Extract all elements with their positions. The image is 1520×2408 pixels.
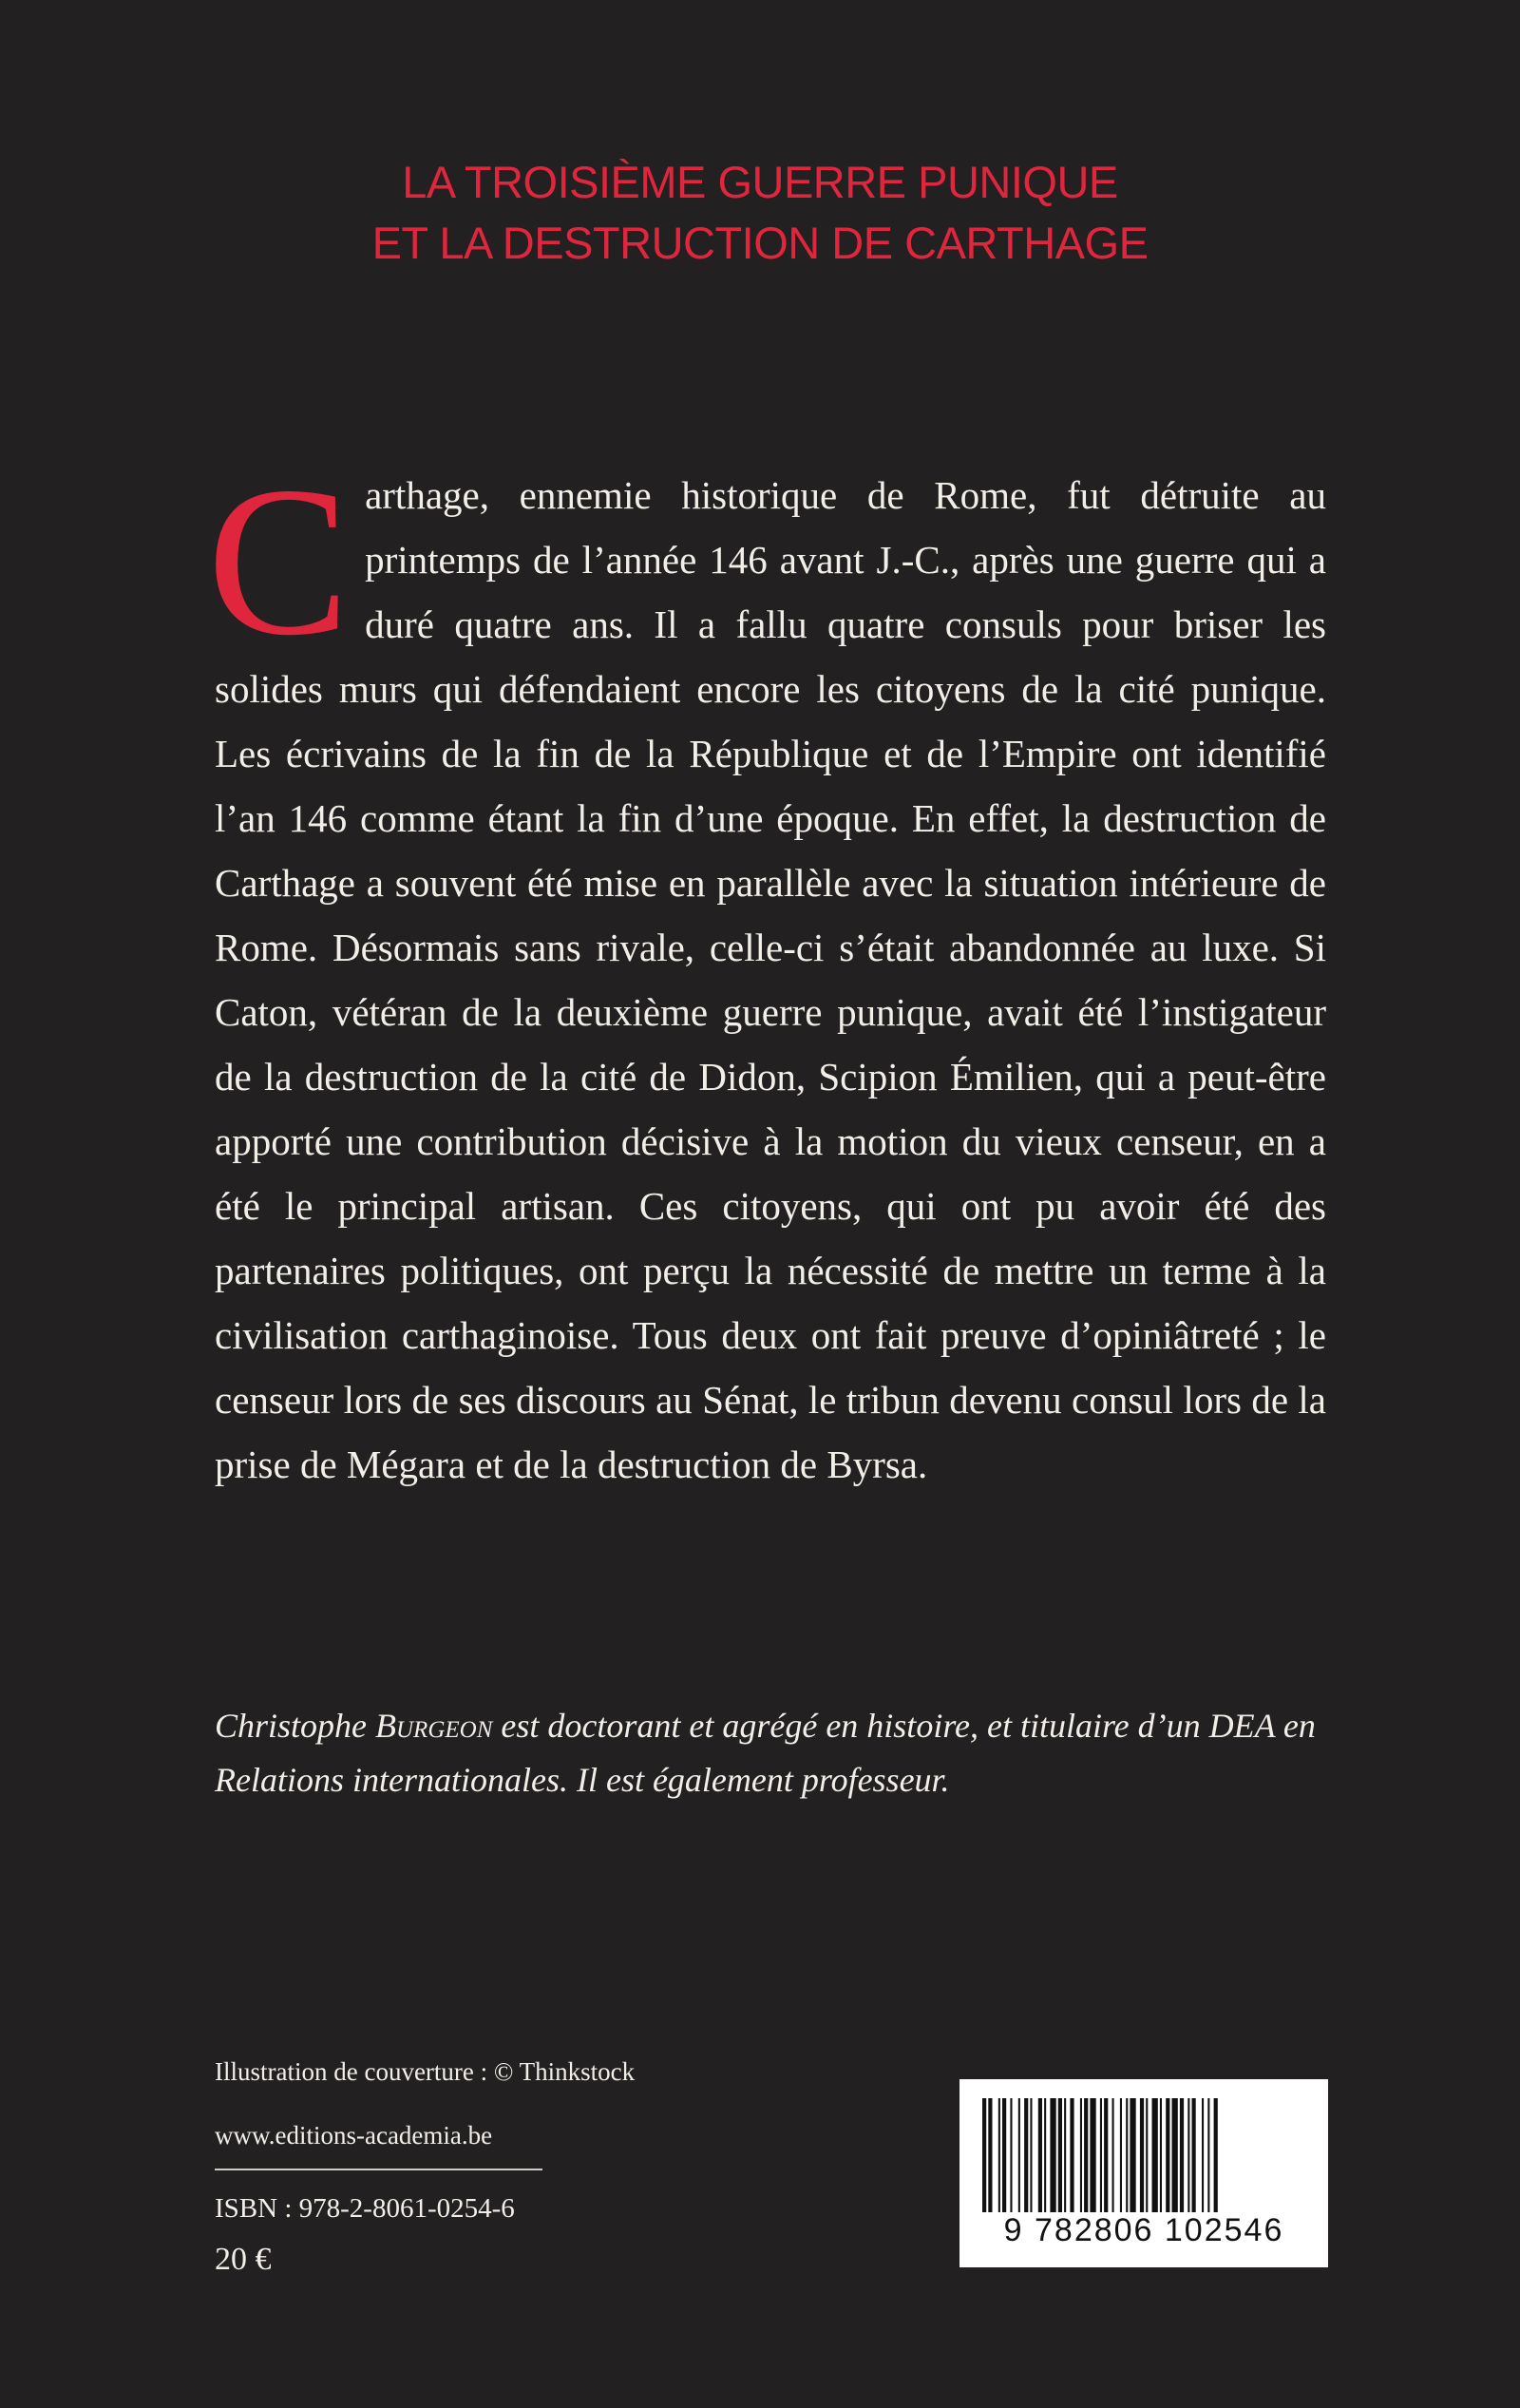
barcode-bar (1140, 2098, 1144, 2212)
cover-illustration-credit: Illustration de couverture : © Thinkstock (215, 2057, 636, 2086)
barcode-bar (1030, 2098, 1032, 2212)
barcode-bar (1090, 2098, 1095, 2212)
author-last-name: Burgeon (375, 1707, 493, 1745)
barcode-bar (1126, 2098, 1128, 2212)
barcode-bar (1050, 2098, 1055, 2212)
barcode (960, 2079, 1328, 2267)
barcode-bar (1146, 2098, 1148, 2212)
barcode-bar (1010, 2098, 1012, 2212)
barcode-bar (1018, 2098, 1020, 2212)
barcode-bar (1038, 2098, 1042, 2212)
barcode-bar (1166, 2098, 1169, 2212)
barcode-digits: 9 782806 102546 (1003, 2212, 1284, 2248)
barcode-bar (998, 2098, 1000, 2212)
barcode-bar (1160, 2098, 1162, 2212)
barcode-bar (1058, 2098, 1062, 2212)
barcode-bar (1188, 2098, 1189, 2212)
barcode-bar (1002, 2098, 1006, 2212)
barcode-bar (1100, 2098, 1102, 2212)
barcode-bar (1192, 2098, 1196, 2212)
drop-cap: C (207, 442, 351, 679)
title-line-1: LA TROISIÈME GUERRE PUNIQUE (402, 157, 1118, 207)
barcode-bar (1070, 2098, 1074, 2212)
barcode-bar (1180, 2098, 1184, 2212)
barcode-bar (988, 2098, 992, 2212)
barcode-bar (1024, 2098, 1028, 2212)
barcode-bar (1044, 2098, 1046, 2212)
divider (215, 2169, 542, 2170)
blurb-text: arthage, ennemie historique de Rome, fut détruite au printemps de l’année 146 avant J.-C., après une guerre qui a duré quatre ans. Il a fallu quatre consuls pour briser les solides murs qui défendaient encore les citoyens de la cité punique. Les écrivains de la fin de la République et de l’Empire ont identifié l’an 146 comme étant la fin d’une époque. En effet, la destruction de Carthage a souvent été mise en parallèle avec la situation intérieure de Rome. Désormais sans rivale, celle-ci s’était abandonnée au luxe. Si Caton, vétéran de la deuxième guerre punique, avait été l’instigateur de la destruction de la cité de Didon, Scipion Émilien, qui a peut-être apporté une contribution décisive à la motion du vieux censeur, en a été le principal artisan. Ces citoyens, qui ont pu avoir été des partenaires politiques, ont perçu la nécessité de mettre un terme à la civilisation carthaginoise. Tous deux ont fait preuve d’opiniâtreté ; le censeur lors de ses discours au Sénat, le tribun devenu consul lors de la prise de Mégara et de la destruction de Byrsa. (215, 473, 1326, 1486)
barcode-bar (1152, 2098, 1158, 2212)
barcode-bar (1207, 2098, 1209, 2212)
isbn: ISBN : 978-2-8061-0254-6 (215, 2193, 515, 2224)
barcode-bar (1112, 2098, 1114, 2212)
publisher-website: www.editions-academia.be (215, 2121, 493, 2150)
barcode-bar (1214, 2098, 1218, 2212)
barcode-bar (1064, 2098, 1066, 2212)
barcode-bar (1120, 2098, 1122, 2212)
barcode-bar (1084, 2098, 1088, 2212)
title-line-2: ET LA DESTRUCTION DE CARTHAGE (371, 218, 1149, 268)
author-bio-text: est doctorant et agrégé en histoire, et titulaire d’un DEA en Relations internationales. Il est également professeur. (215, 1707, 1316, 1799)
author-bio (215, 1699, 1326, 1807)
book-title (0, 152, 1520, 274)
barcode-bar (1080, 2098, 1082, 2212)
back-cover-blurb (207, 442, 1326, 1497)
barcode-bar (982, 2098, 986, 2212)
barcode-bar (1104, 2098, 1108, 2212)
author-first-name: Christophe (215, 1707, 376, 1745)
price: 20 € (215, 2242, 272, 2277)
barcode-bar (1172, 2098, 1178, 2212)
barcode-bar (1202, 2098, 1204, 2212)
barcode-bar (1130, 2098, 1135, 2212)
